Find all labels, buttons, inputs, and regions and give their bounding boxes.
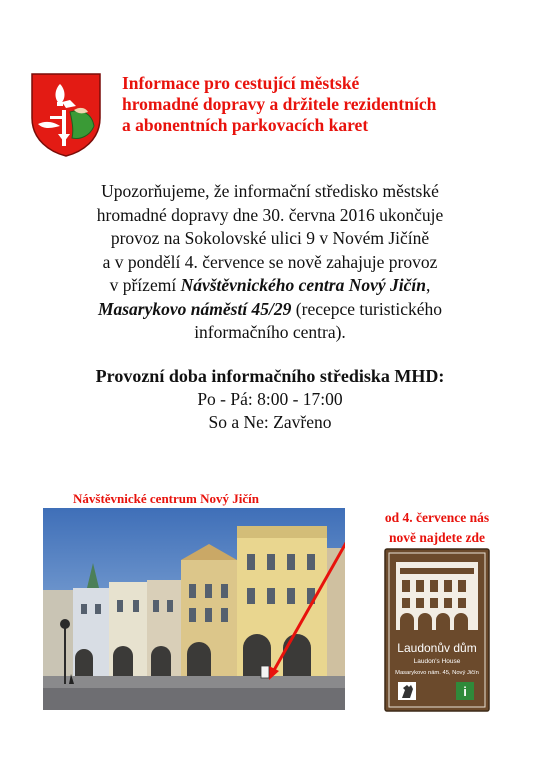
opening-hours-weekdays: Po - Pá: 8:00 - 17:00 (197, 389, 343, 409)
body-line-2: hromadné dopravy dne 30. června 2016 ukončuje (96, 204, 444, 225)
notice-body (20, 180, 520, 345)
body-line-5 (20, 274, 520, 298)
notice-title-line-2: hromadné dopravy a držitele rezidentních (122, 94, 437, 114)
body-line-6-suffix: (recepce turistického (291, 298, 443, 319)
body-line-4: a v pondělí 4. července se nově zahajuje provoz (102, 251, 438, 272)
sign-caption (362, 508, 512, 548)
visitor-center-name: Návštěvnického centra Nový Jičín (180, 275, 426, 295)
notice-title (122, 73, 522, 136)
sign-caption-line-1: od 4. července nás (384, 510, 490, 525)
visitor-center-address: Masarykovo náměstí 45/29 (97, 298, 292, 319)
sign-name: Laudonův dům (397, 641, 477, 655)
body-line-1: Upozorňujeme, že informační středisko městské (101, 181, 439, 201)
opening-hours-weekend: So a Ne: Zavřeno (208, 412, 332, 432)
body-line-7: informačního centra). (194, 322, 346, 342)
info-icon-symbol: i (463, 684, 467, 699)
body-line-5-suffix: , (426, 275, 431, 295)
visitor-center-photo (43, 508, 345, 710)
town-coat-of-arms-icon (30, 72, 102, 158)
laudon-house-sign (384, 548, 490, 712)
body-line-3: provoz na Sokolovské ulici 9 v Novém Jičíně (110, 228, 430, 248)
sign-subtitle: Laudon's House (413, 658, 461, 665)
opening-hours-title: Provozní doba informačního střediska MHD: (95, 366, 445, 386)
notice-title-line-3: a abonentních parkovacích karet (122, 115, 369, 135)
notice-title-line-1: Informace pro cestující městské (122, 73, 360, 93)
sign-address: Masarykovo nám. 45, Nový Jičín (395, 670, 479, 676)
body-line-6 (20, 298, 520, 322)
sign-caption-line-2: nově najdete zde (389, 530, 485, 545)
opening-hours (20, 364, 520, 434)
photo-caption: Návštěvnické centrum Nový Jičín (73, 491, 259, 506)
body-line-5-prefix: v přízemí (109, 275, 181, 295)
